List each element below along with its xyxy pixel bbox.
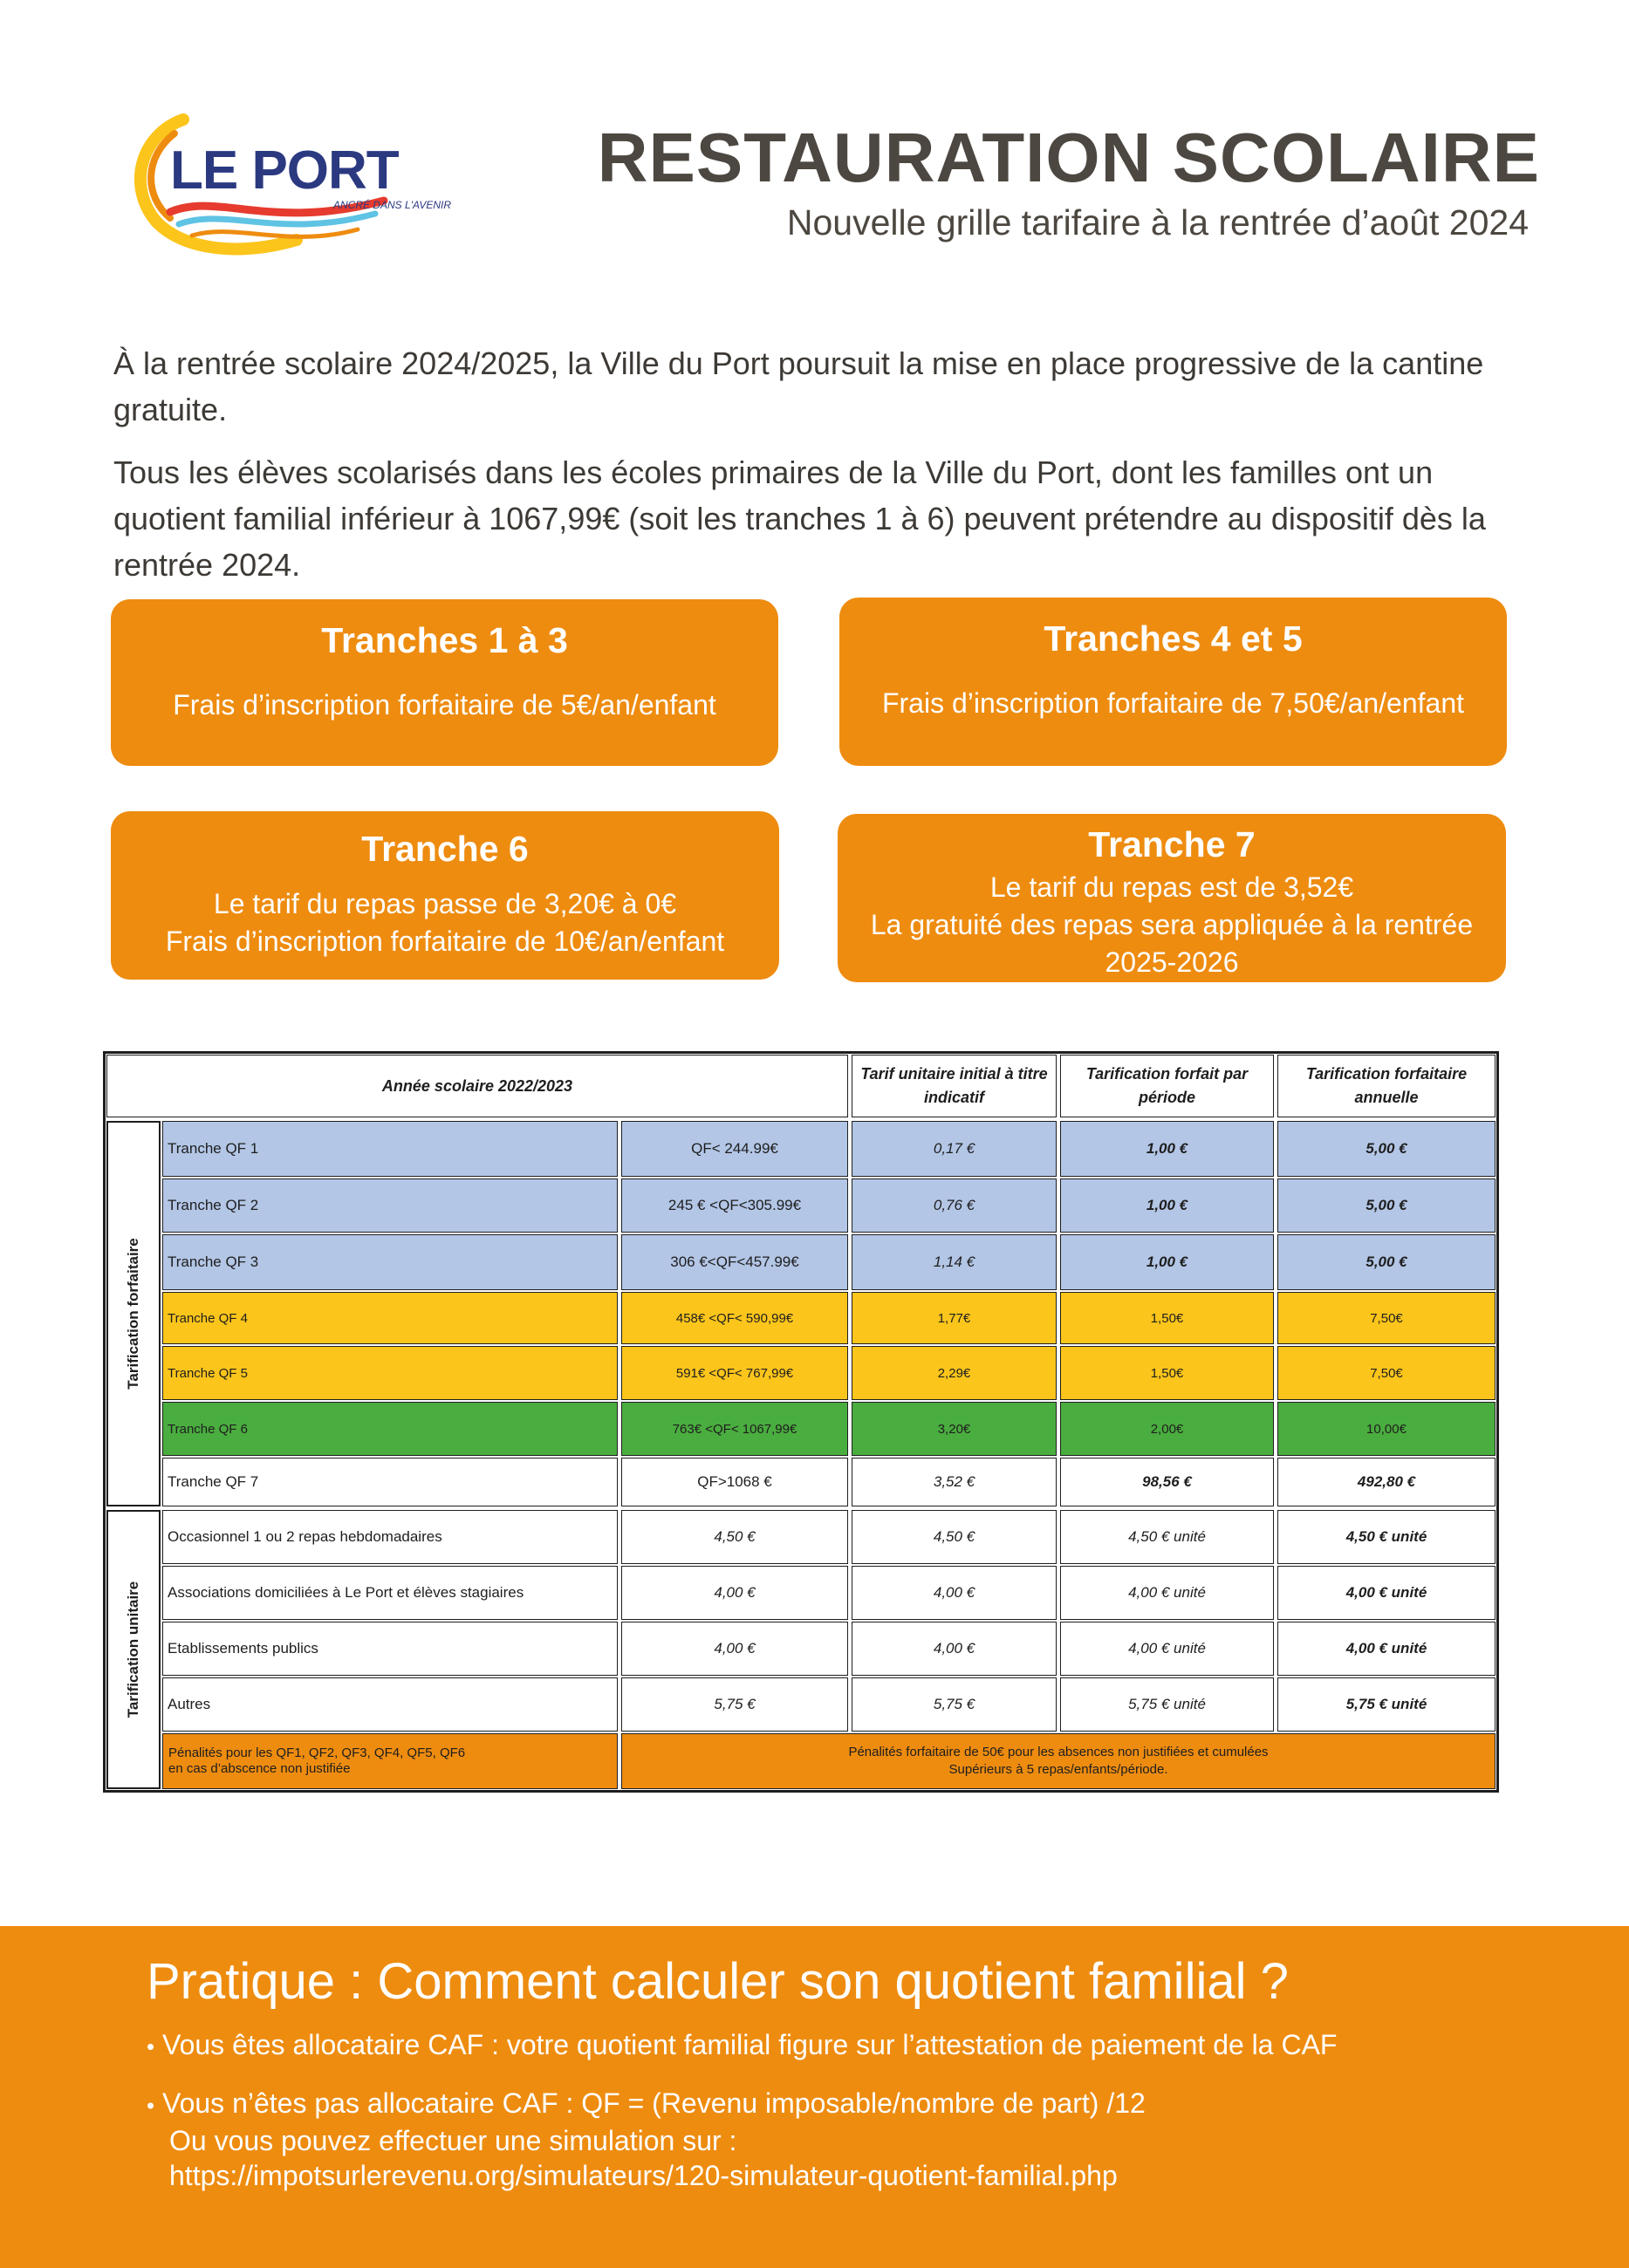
- table-row-label: Associations domiciliées à Le Port et élèves stagiaires: [162, 1566, 618, 1620]
- footer-bullet-2-text: Vous n’êtes pas allocataire CAF : QF = (Revenu imposable/nombre de part) /12: [162, 2087, 1146, 2119]
- table-row-label: Tranche QF 3: [162, 1234, 618, 1290]
- intro-paragraph-1: À la rentrée scolaire 2024/2025, la Ville du Port poursuit la mise en place progressive de la cantine gratuite.: [113, 345, 1484, 427]
- table-row-label: Tranche QF 2: [162, 1178, 618, 1233]
- footer-banner: [0, 1926, 1629, 2268]
- table-row-qf: 306 €<QF<457.99€: [621, 1234, 848, 1290]
- table-header-year: Année scolaire 2022/2023: [106, 1055, 848, 1117]
- table-row-annual: 5,00 €: [1277, 1234, 1496, 1290]
- card-title: Tranche 7: [1088, 824, 1256, 864]
- bullet-icon: •: [147, 2092, 155, 2119]
- card-title: Tranches 4 et 5: [1044, 618, 1303, 659]
- card-tranche-7: [838, 814, 1506, 982]
- table-row-qf: 4,00 €: [621, 1622, 848, 1676]
- table-row-label: Tranche QF 6: [162, 1402, 618, 1456]
- bullet-icon: •: [147, 2033, 155, 2060]
- table-row-qf: 591€ <QF< 767,99€: [621, 1346, 848, 1400]
- card-line: Le tarif du repas est de 3,52€: [989, 871, 1354, 903]
- table-row-qf: 458€ <QF< 590,99€: [621, 1292, 848, 1344]
- footer-bullet-1: [147, 2029, 1337, 2061]
- card-line: Le tarif du repas passe de 3,20€ à 0€: [213, 888, 677, 919]
- card-line: Frais d’inscription forfaitaire de 7,50€/an/enfant: [881, 687, 1465, 719]
- table-row-period: 4,50 € unité: [1060, 1510, 1274, 1564]
- table-row-annual: 4,50 € unité: [1277, 1510, 1496, 1564]
- card-line: 2025-2026: [1105, 946, 1239, 978]
- table-row-annual: 4,00 € unité: [1277, 1566, 1496, 1620]
- table-row-period: 4,00 € unité: [1060, 1622, 1274, 1676]
- le-port-logo: [122, 109, 489, 284]
- penalty-left-line-1: Pénalités pour les QF1, QF2, QF3, QF4, QF5, QF6: [168, 1745, 466, 1760]
- table-row-unit: 4,50 €: [852, 1510, 1057, 1564]
- table-row-qf: QF< 244.99€: [621, 1121, 848, 1177]
- section-label-unitaire: [106, 1510, 161, 1789]
- penalty-right-line-1: Pénalités forfaitaire de 50€ pour les absences non justifiées et cumulées: [848, 1745, 1269, 1759]
- table-header-period: Tarification forfait par période: [1060, 1055, 1274, 1117]
- table-row-unit: 1,14 €: [852, 1234, 1057, 1290]
- section-label-text: Tarification forfaitaire: [125, 1238, 141, 1390]
- table-row-unit: 0,17 €: [852, 1121, 1057, 1177]
- table-row-period: 5,75 € unité: [1060, 1677, 1274, 1732]
- page-title: RESTAURATION SCOLAIRE: [597, 119, 1540, 196]
- table-row-label: Tranche QF 5: [162, 1346, 618, 1400]
- penalty-right-cell: [621, 1733, 1496, 1789]
- section-label-forfaitaire: [106, 1121, 161, 1506]
- tariff-table: [103, 1051, 1499, 1793]
- card-line: La gratuité des repas sera appliquée à la rentrée: [870, 909, 1474, 940]
- table-row-annual: 4,00 € unité: [1277, 1622, 1496, 1676]
- card-title: Tranches 1 à 3: [321, 620, 568, 660]
- table-row-period: 98,56 €: [1060, 1458, 1274, 1506]
- table-row-qf: 4,50 €: [621, 1510, 848, 1564]
- table-row-annual: 7,50€: [1277, 1292, 1496, 1344]
- footer-bullet-2: [147, 2086, 1146, 2193]
- footer-bullet-1-text: Vous êtes allocataire CAF : votre quotient familial figure sur l’attestation de paiement de la CAF: [162, 2029, 1338, 2060]
- table-row-label: Tranche QF 1: [162, 1121, 618, 1177]
- table-row-qf: QF>1068 €: [621, 1458, 848, 1506]
- table-row-qf: 763€ <QF< 1067,99€: [621, 1402, 848, 1456]
- table-row-label: Autres: [162, 1677, 618, 1732]
- table-header-annual: Tarification forfaitaire annuelle: [1277, 1055, 1496, 1117]
- table-header-unit: Tarif unitaire initial à titre indicatif: [852, 1055, 1057, 1117]
- table-row-label: Occasionnel 1 ou 2 repas hebdomadaires: [162, 1510, 618, 1564]
- table-row-annual: 10,00€: [1277, 1402, 1496, 1456]
- table-row-period: 1,50€: [1060, 1346, 1274, 1400]
- table-row-unit: 4,00 €: [852, 1622, 1057, 1676]
- table-row-period: 1,00 €: [1060, 1234, 1274, 1290]
- table-row-unit: 0,76 €: [852, 1178, 1057, 1233]
- logo-tagline: ANCRÉ DANS L'AVENIR: [333, 199, 451, 211]
- penalty-left-line-2: en cas d’abscence non justifiée: [168, 1761, 351, 1776]
- penalty-right-line-2: Supérieurs à 5 repas/enfants/période.: [948, 1762, 1168, 1777]
- table-row-period: 1,00 €: [1060, 1121, 1274, 1177]
- table-row-label: Etablissements publics: [162, 1622, 618, 1676]
- table-row-qf: 245 € <QF<305.99€: [621, 1178, 848, 1233]
- table-row-annual: 7,50€: [1277, 1346, 1496, 1400]
- table-row-annual: 5,75 € unité: [1277, 1677, 1496, 1732]
- table-row-period: 1,50€: [1060, 1292, 1274, 1344]
- intro-paragraph-2: Tous les élèves scolarisés dans les écoles primaires de la Ville du Port, dont les familles ont un quotient familial inférieur à 1067,99€ (soit les tranches 1 à 6) peuvent prétendre au dispositif dès la rentrée 2024.: [113, 454, 1486, 583]
- table-row-unit: 3,20€: [852, 1402, 1057, 1456]
- footer-bullet-2-line-2: Ou vous pouvez effectuer une simulation sur :: [169, 2124, 737, 2156]
- card-tranche-6: [111, 811, 779, 980]
- table-row-annual: 5,00 €: [1277, 1178, 1496, 1233]
- card-tranches-4-5: [839, 598, 1507, 766]
- table-row-label: Tranche QF 4: [162, 1292, 618, 1344]
- table-row-period: 4,00 € unité: [1060, 1566, 1274, 1620]
- card-tranches-1-3: [111, 599, 778, 766]
- table-row-label: Tranche QF 7: [162, 1458, 618, 1506]
- table-row-annual: 5,00 €: [1277, 1121, 1496, 1177]
- table-row-qf: 5,75 €: [621, 1677, 848, 1732]
- simulator-link[interactable]: https://impotsurlerevenu.org/simulateurs/120-simulateur-quotient-familial.php: [169, 2159, 1118, 2191]
- footer-title: Pratique : Comment calculer son quotient familial ?: [147, 1953, 1289, 2010]
- logo-name: LE PORT: [170, 140, 399, 201]
- card-title: Tranche 6: [361, 829, 529, 869]
- card-line: Frais d’inscription forfaitaire de 10€/an/enfant: [165, 926, 725, 957]
- penalty-left-cell: [162, 1733, 618, 1789]
- table-row-annual: 492,80 €: [1277, 1458, 1496, 1506]
- table-row-unit: 2,29€: [852, 1346, 1057, 1400]
- table-row-unit: 4,00 €: [852, 1566, 1057, 1620]
- table-row-unit: 3,52 €: [852, 1458, 1057, 1506]
- page-subtitle: Nouvelle grille tarifaire à la rentrée d’août 2024: [786, 202, 1529, 243]
- table-row-period: 1,00 €: [1060, 1178, 1274, 1233]
- table-row-unit: 5,75 €: [852, 1677, 1057, 1732]
- card-line: Frais d’inscription forfaitaire de 5€/an/enfant: [173, 689, 716, 721]
- table-row-unit: 1,77€: [852, 1292, 1057, 1344]
- table-row-qf: 4,00 €: [621, 1566, 848, 1620]
- table-row-period: 2,00€: [1060, 1402, 1274, 1456]
- section-label-text: Tarification unitaire: [125, 1581, 141, 1718]
